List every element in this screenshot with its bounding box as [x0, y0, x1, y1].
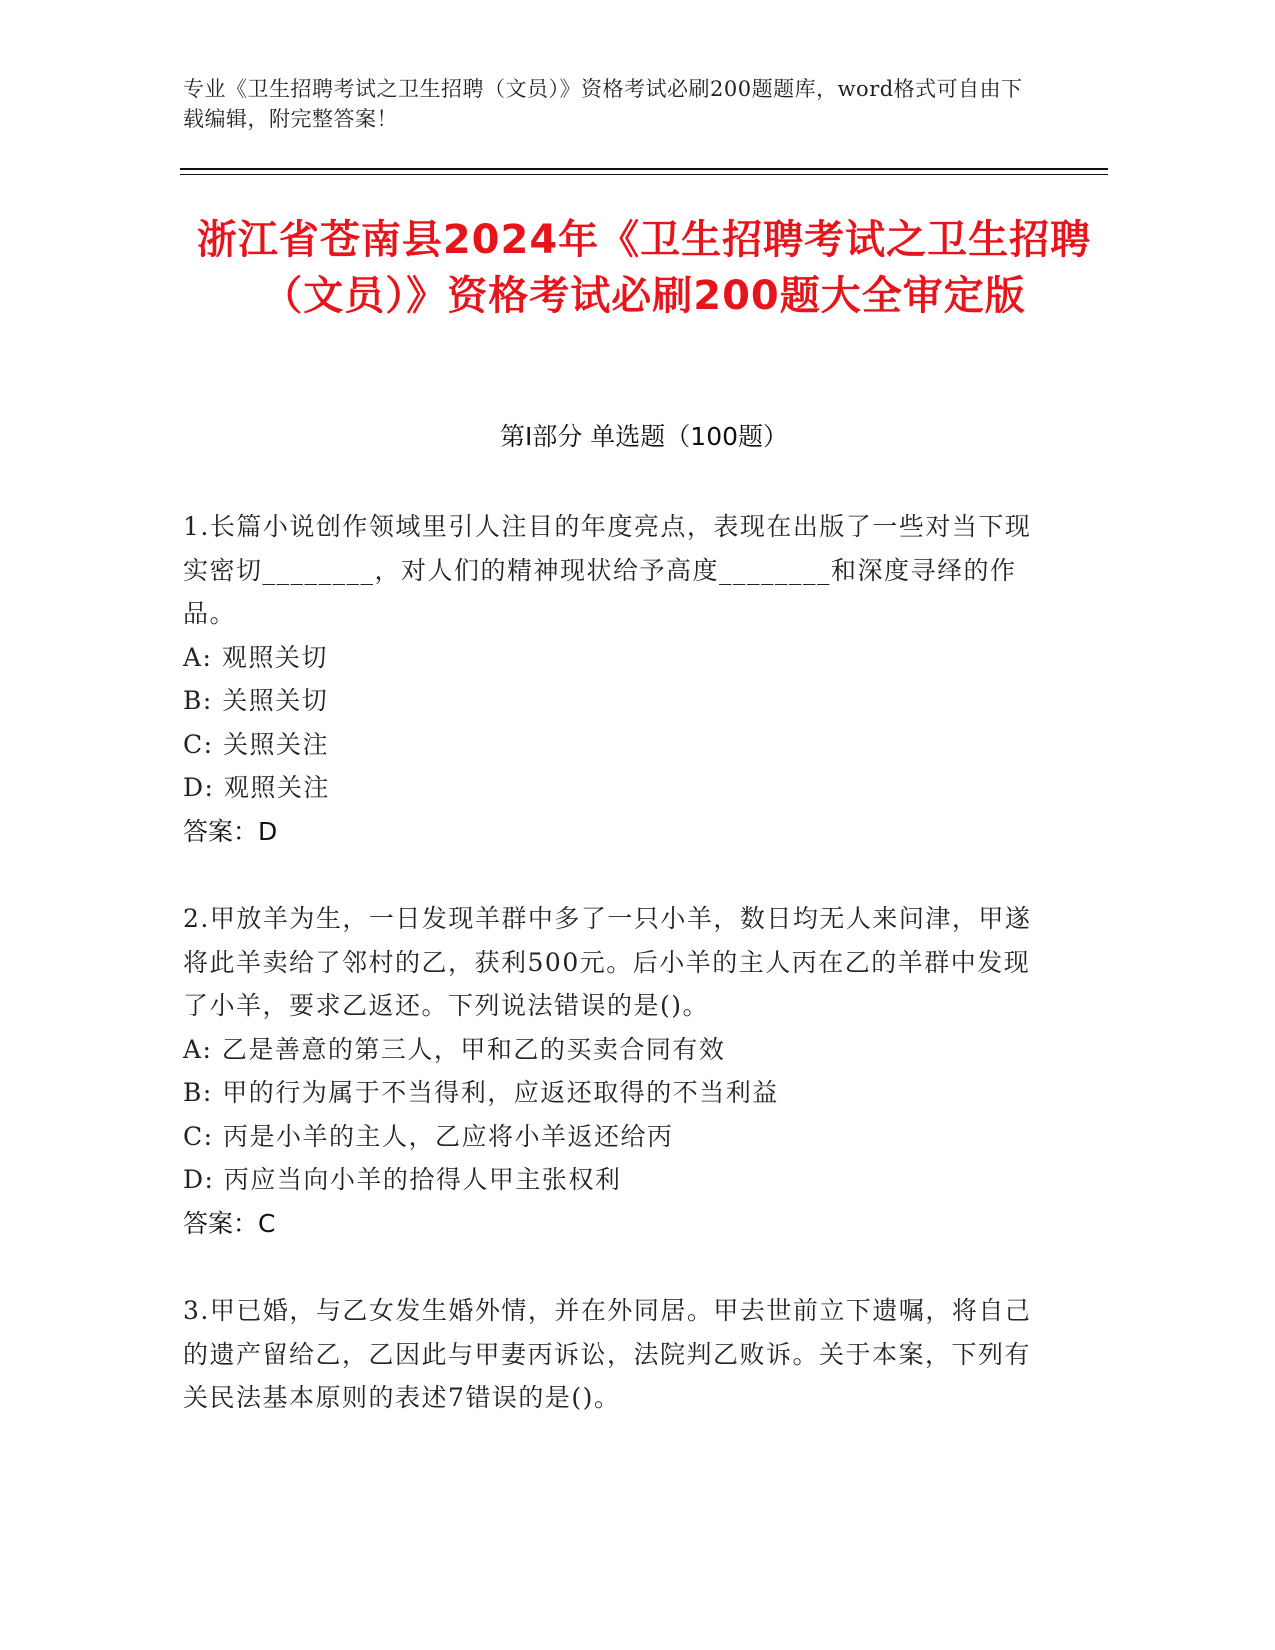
question-1 — [183, 505, 1043, 853]
section-heading: 第Ⅰ部分 单选题（100题） — [499, 422, 789, 451]
question-list — [183, 505, 1043, 1464]
question-stem: 3.甲已婚，与乙女发生婚外情，并在外同居。甲去世前立下遗嘱，将自己的遗产留给乙，乙因此与甲妻丙诉讼，法院判乙败诉。关于本案，下列有关民法基本原则的表述7错误的是()。 — [183, 1296, 1032, 1412]
answer-line: 答案：C — [183, 1208, 276, 1238]
header-note: 专业《卫生招聘考试之卫生招聘（文员）》资格考试必刷200题题库，word格式可自由下载编辑，附完整答案！ — [183, 77, 1023, 131]
document-title: 浙江省苍南县2024年《卫生招聘考试之卫生招聘（文员）》资格考试必刷200题大全审定版 — [196, 217, 1092, 319]
option-c: C: 关照关注 — [183, 729, 329, 759]
option-d: D: 观照关注 — [183, 773, 330, 802]
question-stem: 2.甲放羊为生，一日发现羊群中多了一只小羊，数日均无人来问津，甲遂将此羊卖给了邻村的乙，获利500元。后小羊的主人丙在乙的羊群中发现了小羊，要求乙返还。下列说法错误的是()。 — [183, 904, 1032, 1020]
option-c: C: 丙是小羊的主人，乙应将小羊返还给丙 — [183, 1121, 674, 1151]
option-a: A: 观照关切 — [183, 642, 328, 672]
option-b: B: 关照关切 — [183, 686, 329, 715]
question-2 — [183, 897, 1043, 1245]
answer-line: 答案：D — [183, 816, 278, 846]
option-d: D: 丙应当向小羊的拾得人甲主张权利 — [183, 1165, 622, 1194]
option-b: B: 甲的行为属于不当得利，应返还取得的不当利益 — [183, 1078, 779, 1107]
question-stem: 1.长篇小说创作领域里引人注目的年度亮点，表现在出版了一些对当下现实密切________，对人们的精神现状给予高度________和深度寻绎的作品。 — [183, 512, 1032, 628]
header-divider-thick — [180, 168, 1108, 170]
option-a: A: 乙是善意的第三人，甲和乙的买卖合同有效 — [183, 1034, 726, 1064]
header-divider-thin — [180, 174, 1108, 175]
question-3 — [183, 1289, 1043, 1420]
